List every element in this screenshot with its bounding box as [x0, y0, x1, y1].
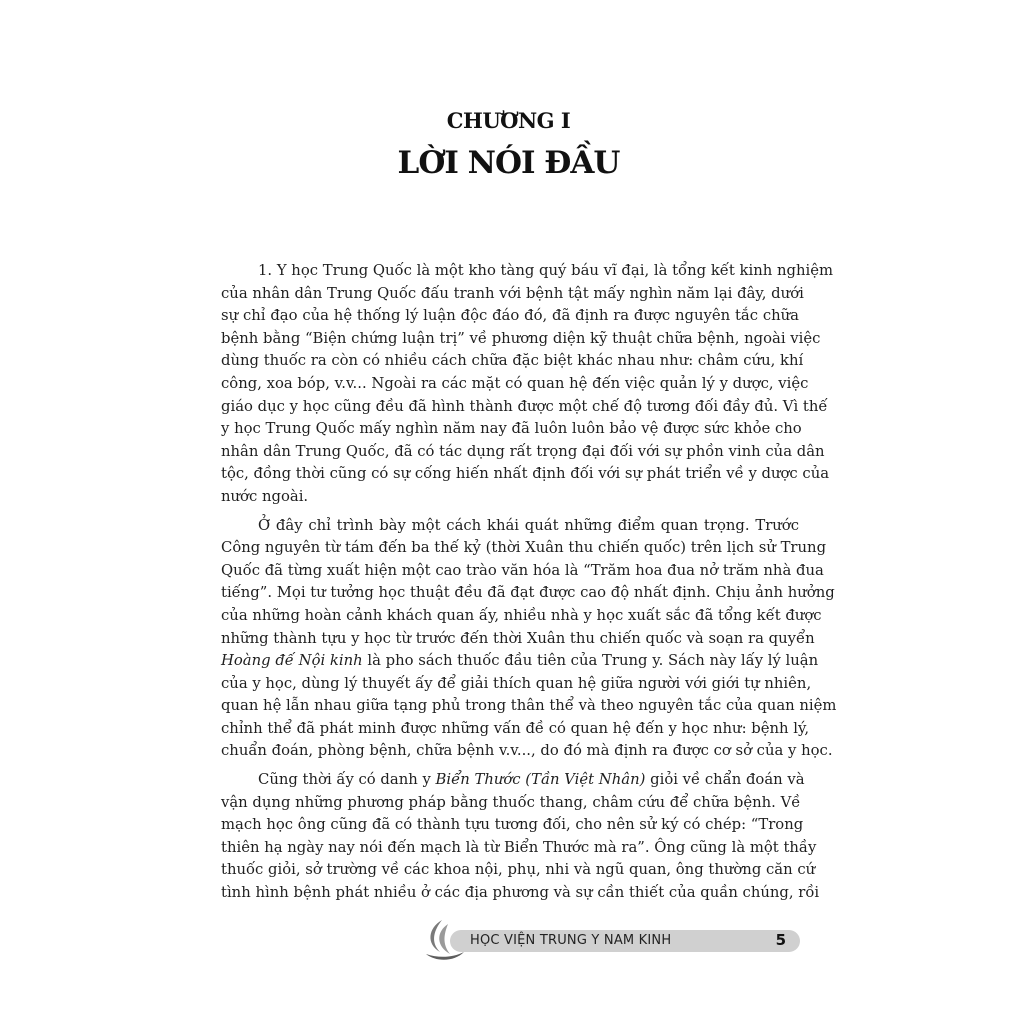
chapter-title: LỜI NÓI ĐẦU [397, 145, 620, 181]
paragraph-3 [221, 769, 820, 905]
text-line: giáo dục y học cũng đều đã hình thành được một chế độ tương đối đầy đủ. Vì thế [221, 397, 828, 415]
text-line: Hoàng đế Nội kinh là pho sách thuốc đầu tiên của Trung y. Sách này lấy lý luận [221, 652, 819, 670]
paragraph-2 [221, 515, 837, 764]
swirl-logo-icon [420, 918, 468, 962]
text-line: Cũng thời ấy có danh y Biển Thước (Tần Việt Nhân) giỏi về chẩn đoán và [258, 771, 805, 789]
page-footer [420, 924, 800, 956]
text-line: của nhân dân Trung Quốc đấu tranh với bệnh tật mấy nghìn năm lại đây, dưới [221, 284, 804, 302]
italic-name: Hoàng đế Nội kinh [221, 652, 363, 670]
text-line: Ở đây chỉ trình bày một cách khái quát những điểm quan trọng. Trước [258, 516, 799, 534]
text-line: thiên hạ ngày nay nói đến mạch là từ Biển Thước mà ra”. Ông cũng là một thầy [221, 838, 817, 856]
text-line: công, xoa bóp, v.v... Ngoài ra các mặt có quan hệ đến việc quản lý y dược, việc [221, 374, 809, 392]
text-line: thuốc giỏi, sở trường về các khoa nội, phụ, nhi và ngũ quan, ông thường căn cứ [221, 861, 816, 879]
text-line: tộc, đồng thời cũng có sự cống hiến nhất định đối với sự phát triển về y dược của [221, 465, 830, 483]
text-line: mạch học ông cũng đã có thành tựu tương đối, cho nên sử ký có chép: “Trong [221, 816, 804, 834]
text-line: nhân dân Trung Quốc, đã có tác dụng rất trọng đại đối với sự phồn vinh của dân [221, 442, 825, 460]
text-line: dùng thuốc ra còn có nhiều cách chữa đặc biệt khác nhau như: châm cứu, khí [221, 352, 804, 370]
body-text [221, 260, 837, 905]
text-line: tình hình bệnh phát nhiều ở các địa phương và sự cần thiết của quần chúng, rồi [221, 884, 820, 902]
text-line: chuẩn đoán, phòng bệnh, chữa bệnh v.v..., do đó mà định ra được cơ sở của y học. [221, 742, 833, 760]
page-number: 5 [775, 931, 786, 949]
paragraph-1 [221, 260, 834, 509]
italic-name: Biển Thước (Tần Việt Nhân) [435, 771, 646, 789]
text-line: y học Trung Quốc mấy nghìn năm nay đã luôn luôn bảo vệ được sức khỏe cho [221, 420, 802, 438]
text-line: nước ngoài. [221, 487, 309, 505]
text-line: sự chỉ đạo của hệ thống lý luận độc đáo đó, đã định ra được nguyên tắc chữa [221, 307, 799, 325]
text-line: Công nguyên từ tám đến ba thế kỷ (thời Xuân thu chiến quốc) trên lịch sử Trung [221, 539, 827, 557]
text-line: những thành tựu y học từ trước đến thời Xuân thu chiến quốc và soạn ra quyển [221, 629, 815, 647]
text-line: chỉnh thể đã phát minh được những vấn đề có quan hệ đến y học như: bệnh lý, [221, 719, 810, 737]
text-line: quan hệ lẫn nhau giữa tạng phủ trong thân thể và theo nguyên tắc của quan niệm [221, 697, 837, 715]
text-line: bệnh bằng “Biện chứng luận trị” về phương diện kỹ thuật chữa bệnh, ngoài việc [221, 329, 821, 347]
text-line: Quốc đã từng xuất hiện một cao trào văn hóa là “Trăm hoa đua nở trăm nhà đua [221, 561, 824, 579]
text-line: của những hoàn cảnh khách quan ấy, nhiều nhà y học xuất sắc đã tổng kết được [221, 606, 822, 624]
text-line: tiếng”. Mọi tư tưởng học thuật đều đã đạt được cao độ nhất định. Chịu ảnh hưởng [221, 584, 835, 602]
text-line: 1. Y học Trung Quốc là một kho tàng quý báu vĩ đại, là tổng kết kinh nghiệm [258, 262, 834, 279]
text-line: của y học, dùng lý thuyết ấy để giải thích quan hệ giữa người với giới tự nhiên, [221, 674, 812, 692]
text-line: vận dụng những phương pháp bằng thuốc thang, châm cứu để chữa bệnh. Về [221, 793, 801, 811]
chapter-label: CHƯƠNG I [446, 108, 571, 133]
footer-text: HỌC VIỆN TRUNG Y NAM KINH [470, 933, 672, 948]
